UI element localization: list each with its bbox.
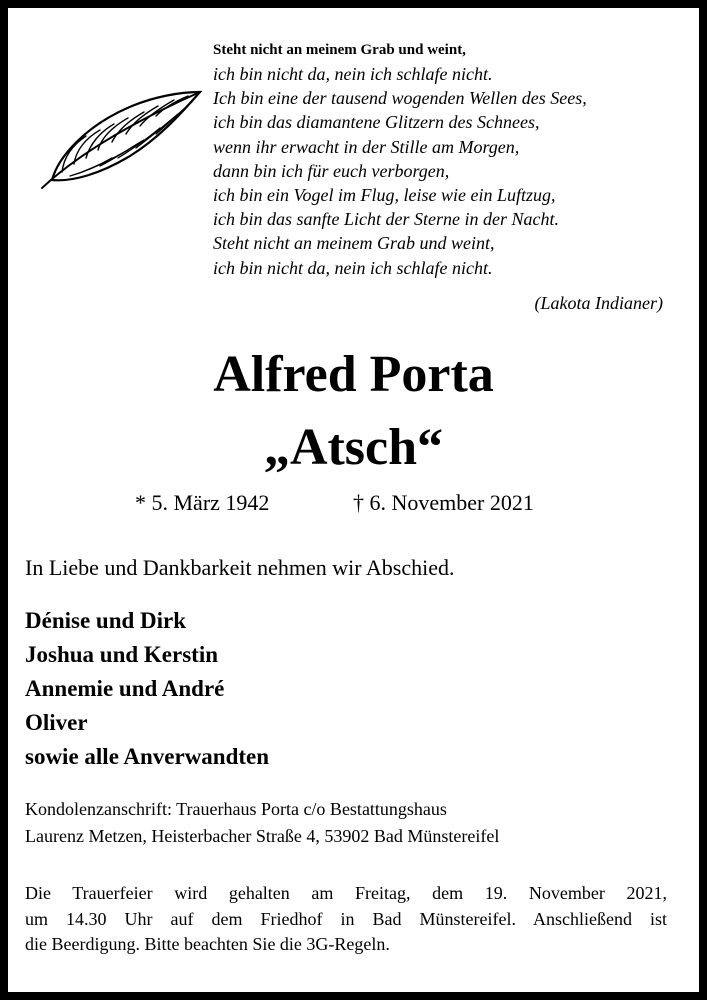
poem-line: ich bin ein Vogel im Flug, leise wie ein Luftzug, — [213, 185, 556, 206]
ceremony-line: um 14.30 Uhr auf dem Friedhof in Bad Münstereifel. Anschließend ist — [25, 908, 667, 929]
death-date: † 6. November 2021 — [353, 490, 534, 515]
farewell-text: In Liebe und Dankbarkeit nehmen wir Abschied. — [25, 555, 455, 580]
poem-line: Steht nicht an meinem Grab und weint, — [213, 233, 495, 254]
mourner-name: Dénise und Dirk — [25, 608, 187, 633]
condolence-address — [25, 796, 499, 850]
poem-line: ich bin das sanfte Licht der Sterne in der Nacht. — [213, 209, 559, 230]
mourner-name: Oliver — [25, 710, 88, 735]
mourners-list — [25, 604, 269, 774]
mourner-name: sowie alle Anverwandten — [25, 744, 270, 769]
ceremony-info — [25, 881, 667, 958]
poem — [213, 38, 663, 280]
poem-line: ich bin nicht da, nein ich schlafe nicht. — [213, 257, 493, 278]
poem-line: ich bin nicht da, nein ich schlafe nicht. — [213, 64, 493, 84]
poem-line: Ich bin eine der tausend wogenden Wellen des Sees, — [213, 88, 587, 109]
poem-line: dann bin ich für euch verborgen, — [213, 160, 450, 181]
condolence-address-line: Laurenz Metzen, Heisterbacher Straße 4, 53902 Bad Münstereifel — [25, 826, 500, 846]
ceremony-line: Die Trauerfeier wird gehalten am Freitag, dem 19. November 2021, — [25, 883, 667, 903]
mourner-name: Joshua und Kerstin — [25, 642, 219, 667]
birth-date: * 5. März 1942 — [135, 490, 270, 515]
poem-source: (Lakota Indianer) — [534, 293, 663, 313]
feather-icon — [34, 86, 204, 196]
poem-heading: Steht nicht an meinem Grab und weint, — [213, 42, 466, 58]
deceased-nickname: „Atsch“ — [263, 419, 444, 476]
deceased-name: Alfred Porta — [213, 346, 494, 403]
poem-line: wenn ihr erwacht in der Stille am Morgen, — [213, 136, 520, 157]
condolence-address-line: Kondolenzanschrift: Trauerhaus Porta c/o Bestattungshaus — [25, 799, 447, 819]
mourner-name: Annemie und André — [25, 676, 225, 701]
ceremony-line: die Beerdigung. Bitte beachten Sie die 3G-Regeln. — [25, 934, 390, 954]
poem-line: ich bin das diamantene Glitzern des Schnees, — [213, 112, 540, 133]
